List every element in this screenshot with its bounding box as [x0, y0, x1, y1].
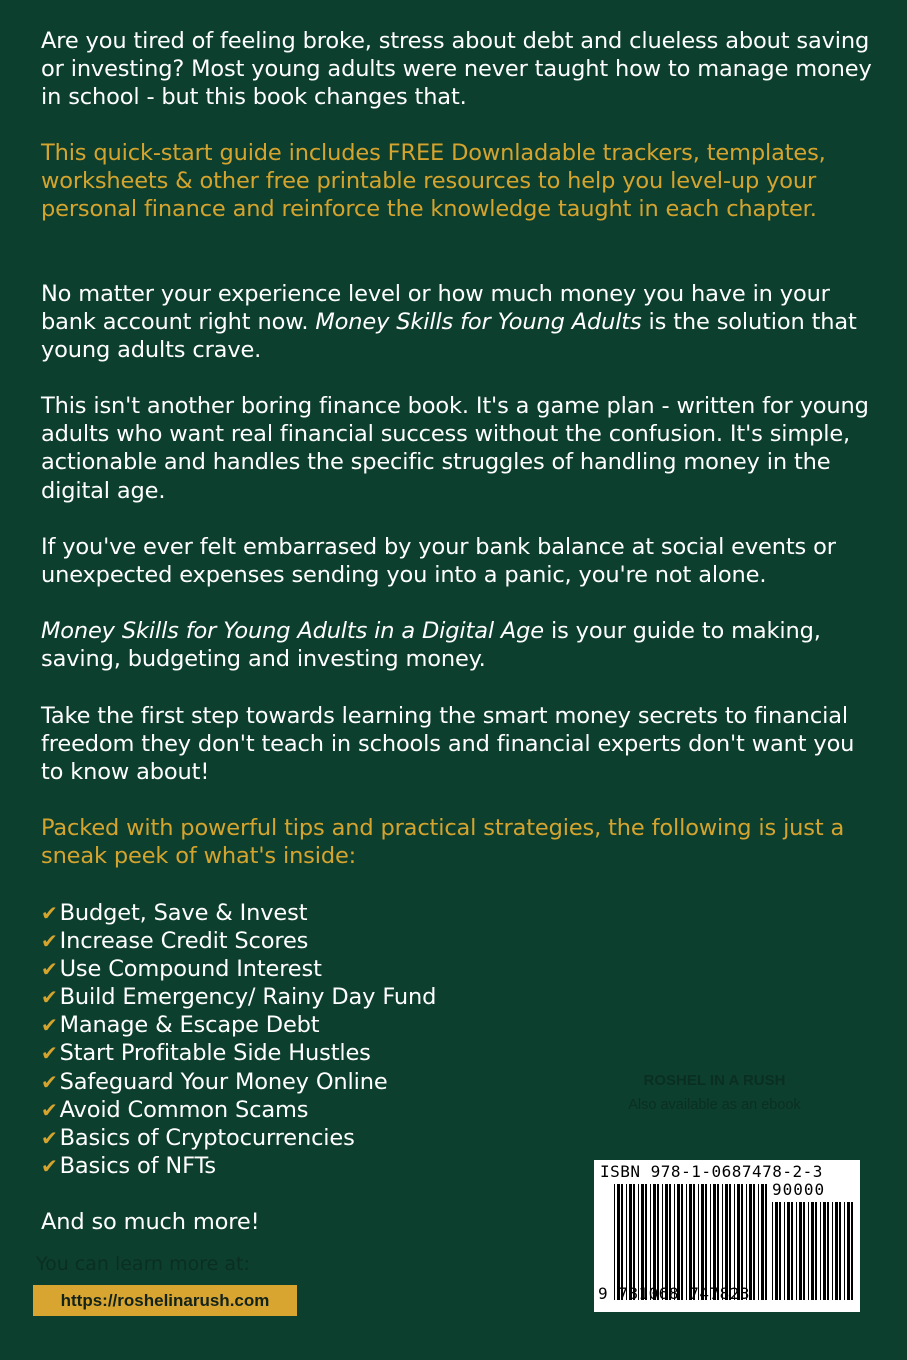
experience-paragraph	[41, 280, 881, 365]
barcode-bar	[761, 1184, 764, 1300]
barcode-bar	[669, 1184, 671, 1300]
barcode-bar	[662, 1184, 663, 1300]
barcode-bar	[722, 1184, 723, 1300]
barcode-bar	[803, 1202, 805, 1300]
barcode-bar	[701, 1184, 704, 1300]
experience-text-a: No matter your experience level or how much money you have in your bank account right now.	[41, 281, 830, 336]
firststep-paragraph: Take the first step towards learning the smart money secrets to financial freedom they don't teach in schools and financial experts don't want you to know about!	[41, 703, 855, 786]
book-title-short: Money Skills for Young Adults	[315, 309, 642, 336]
list-item-label: Manage & Escape Debt	[59, 1012, 320, 1039]
list-item	[41, 955, 436, 983]
barcode-bar	[705, 1184, 707, 1300]
barcode-bar	[710, 1184, 711, 1300]
list-item	[41, 927, 436, 955]
and-more-text: And so much more!	[41, 1209, 260, 1235]
addon-number: 90000	[772, 1180, 826, 1199]
quickstart-paragraph: This quick-start guide includes FREE Downladable trackers, templates, worksheets & other free printable resources to help you level-up your personal finance and reinforce the knowledge taught in each chapter.	[41, 140, 826, 223]
barcode-bar	[787, 1202, 790, 1300]
barcode-bar	[746, 1184, 747, 1300]
barcode-bar	[737, 1184, 740, 1300]
check-icon: ✔	[41, 1153, 58, 1178]
barcode-bar	[811, 1202, 814, 1300]
publisher-name: ROSHEL IN A RUSH	[643, 1072, 786, 1089]
feature-checklist	[41, 899, 436, 1180]
barcode-bar	[686, 1184, 687, 1300]
barcode-bar	[815, 1202, 817, 1300]
barcode-bar	[645, 1184, 647, 1300]
barcode-bar	[847, 1202, 850, 1300]
barcode-bar	[621, 1184, 623, 1300]
barcode-bar	[653, 1184, 656, 1300]
list-item	[41, 1068, 436, 1096]
barcode-bar	[749, 1184, 752, 1300]
barcode-bar	[617, 1184, 620, 1300]
list-item-label: Build Emergency/ Rainy Day Fund	[59, 984, 437, 1011]
barcode-bar	[681, 1184, 683, 1300]
barcode-bar	[633, 1184, 635, 1300]
barcode-bar	[753, 1184, 755, 1300]
barcode-bar	[657, 1184, 659, 1300]
list-item-label: Safeguard Your Money Online	[59, 1068, 388, 1095]
check-icon: ✔	[41, 1041, 58, 1066]
barcode-bar	[665, 1184, 668, 1300]
list-item-label: Basics of NFTs	[59, 1152, 216, 1179]
barcode-bar	[725, 1184, 728, 1300]
embarrassed-paragraph: If you've ever felt embarrased by your bank balance at social events or unexpected expenses sending you into a panic, you're not alone.	[41, 534, 836, 589]
barcode-bar	[765, 1184, 767, 1300]
barcode-bar	[844, 1202, 845, 1300]
isbn-barcode	[594, 1160, 860, 1312]
list-item	[41, 899, 436, 927]
list-item	[41, 1124, 436, 1152]
barcode-bar	[713, 1184, 716, 1300]
experience-text-b: is the solution that young adults crave.	[41, 309, 857, 364]
intro-paragraph: Are you tired of feeling broke, stress about debt and clueless about saving or investing? Most young adults were never taught how to manage money in school - but this book changes that.	[41, 28, 872, 111]
barcode-bar	[614, 1184, 615, 1300]
barcode-bar	[820, 1202, 821, 1300]
barcode-bar	[629, 1184, 632, 1300]
list-item-label: Increase Credit Scores	[59, 928, 309, 955]
check-icon: ✔	[41, 1069, 58, 1094]
check-icon: ✔	[41, 985, 58, 1010]
guide-text: is your guide to making, saving, budgeting and investing money.	[41, 618, 821, 673]
check-icon: ✔	[41, 957, 58, 982]
barcode-bar	[823, 1202, 826, 1300]
list-item-label: Basics of Cryptocurrencies	[59, 1124, 355, 1151]
list-item	[41, 1152, 436, 1180]
barcode-bar	[626, 1184, 627, 1300]
barcode-bar	[772, 1202, 773, 1300]
ebook-note: Also available as an ebook	[628, 1097, 801, 1113]
barcode-bar	[698, 1184, 699, 1300]
check-icon: ✔	[41, 1125, 58, 1150]
barcode-bar	[717, 1184, 719, 1300]
barcode-bar	[839, 1202, 841, 1300]
list-item-label: Start Profitable Side Hustles	[59, 1040, 371, 1067]
barcode-bar	[835, 1202, 838, 1300]
barcode-bar	[693, 1184, 695, 1300]
barcode-bar	[779, 1202, 781, 1300]
barcode-bar	[799, 1202, 802, 1300]
check-icon: ✔	[41, 1097, 58, 1122]
check-icon: ✔	[41, 929, 58, 954]
barcode-bar	[689, 1184, 692, 1300]
barcode-bar	[674, 1184, 675, 1300]
barcode-bar	[827, 1202, 829, 1300]
check-icon: ✔	[41, 1013, 58, 1038]
barcode-bar	[650, 1184, 651, 1300]
list-item	[41, 1039, 436, 1067]
barcode-bar	[791, 1202, 793, 1300]
barcode-bar	[796, 1202, 797, 1300]
ean-number: 9 781068 747823	[598, 1284, 750, 1303]
book-title-full: Money Skills for Young Adults in a Digital Age	[41, 618, 544, 644]
packed-paragraph: Packed with powerful tips and practical strategies, the following is just a sneak peek of what's inside:	[41, 815, 845, 870]
barcode-bar	[832, 1202, 833, 1300]
barcode-bar	[808, 1202, 809, 1300]
isbn-text: ISBN 978-1-0687478-2-3	[600, 1162, 823, 1181]
barcode-bar	[638, 1184, 639, 1300]
list-item	[41, 1096, 436, 1124]
barcode-bar	[851, 1202, 853, 1300]
check-icon: ✔	[41, 901, 58, 925]
barcode-bar	[775, 1202, 778, 1300]
list-item-label: Use Compound Interest	[59, 956, 322, 983]
website-link[interactable]: https://roshelinarush.com	[33, 1285, 297, 1316]
learn-more-label: You can learn more at:	[36, 1253, 250, 1275]
guide-paragraph	[41, 617, 881, 673]
barcode-bar	[734, 1184, 735, 1300]
list-item	[41, 983, 436, 1011]
barcode-bar	[729, 1184, 731, 1300]
gameplan-paragraph: This isn't another boring finance book. It's a game plan - written for young adults who want real financial success without the confusion. It's simple, actionable and handles the specific struggles of handling money in the digital age.	[41, 393, 869, 504]
barcode-bar	[758, 1184, 759, 1300]
barcode-bar	[784, 1202, 785, 1300]
list-item	[41, 1011, 436, 1039]
barcode-bar	[741, 1184, 743, 1300]
barcode-bar	[677, 1184, 680, 1300]
barcode-bar	[641, 1184, 644, 1300]
list-item-label: Budget, Save & Invest	[59, 900, 308, 926]
list-item-label: Avoid Common Scams	[59, 1096, 309, 1123]
